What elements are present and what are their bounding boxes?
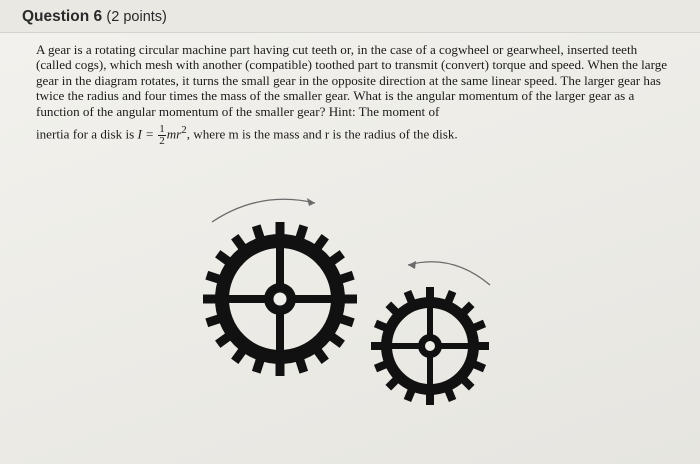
small-gear-rotation-arrow <box>408 262 490 285</box>
question-text <box>36 42 676 147</box>
question-title: Question 6 (2 points) <box>22 8 167 25</box>
hint-prefix: inertia for a disk is <box>36 126 138 142</box>
large-gear-axle-hole <box>274 293 287 306</box>
large-gear-arrowhead <box>307 198 315 206</box>
formula-fraction <box>158 124 166 147</box>
gears-svg <box>190 185 510 420</box>
small-gear-arrowhead <box>408 261 416 269</box>
large-gear <box>203 222 357 376</box>
gears-diagram <box>190 185 510 420</box>
large-gear-rotation-arrow <box>212 199 315 222</box>
hint-suffix: , where m is the mass and r is the radius of the disk. <box>186 126 458 142</box>
fraction-numerator: 1 <box>159 122 165 135</box>
small-gear <box>371 287 489 405</box>
question-paragraph: A gear is a rotating circular machine part having cut teeth or, in the case of a cogwheel or gearwheel, inserted teeth (called cogs), which mesh with another (compatible) toothed part to transmit (convert) torque and speed. When the large gear in the diagram rotates, it turns the small gear in the opposite direction at the same linear speed. The larger gear has twice the radius and four times the mass of the smaller gear. What is the angular momentum of the larger gear as a function of the angular momentum of the smaller gear? Hint: The moment of <box>36 42 668 119</box>
formula-exponent: 2 <box>181 124 187 137</box>
small-gear-axle-hole <box>425 341 435 351</box>
formula-lhs: I = <box>137 126 154 142</box>
fraction-denominator: 2 <box>159 134 165 147</box>
formula-rhs: mr <box>166 126 182 142</box>
question-points: (2 points) <box>106 9 167 25</box>
hint-line <box>36 123 676 147</box>
question-header <box>0 0 700 33</box>
